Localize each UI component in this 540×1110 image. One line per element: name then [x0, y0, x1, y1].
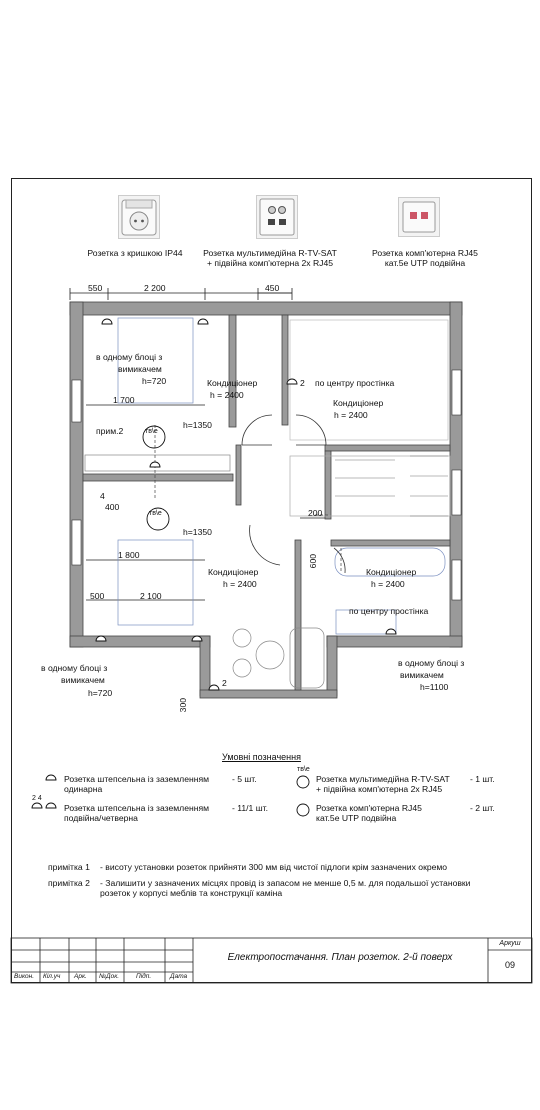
conditioner-label-1: Кондиціонер — [207, 378, 258, 388]
tb-col-1: Викон. — [14, 973, 35, 980]
bed-center-label-1: по центру простінка — [315, 378, 395, 388]
tb-col-2: Кіл.уч — [43, 973, 61, 980]
title-block-title: Електропостачання. План розеток. 2-й поверх — [227, 952, 453, 963]
dim-450: 450 — [265, 283, 280, 293]
note-h1100: h=1100 — [420, 682, 449, 692]
conditioner-h-1: h = 2400 — [210, 390, 244, 400]
h1350-label-1: h=1350 — [183, 420, 212, 430]
note-h720-top: h=720 — [142, 376, 167, 386]
legend-count-4: - 2 шт. — [470, 803, 495, 813]
legend-tv-mark: тв\е — [297, 766, 310, 773]
note-switch-bottom: вимикачем — [61, 675, 105, 685]
tb-col-3: Арк. — [74, 973, 87, 980]
socket-num-balcony: 2 — [222, 678, 227, 688]
tb-col-6: Дата — [170, 973, 188, 980]
conditioner-h-3: h = 2400 — [223, 579, 257, 589]
bed-center-label-2: по центру простінка — [349, 606, 429, 616]
socket-num-bed-top: 2 — [300, 378, 305, 388]
legend-text-2: Розетка штепсельна із заземленням подвійна/четверна — [64, 803, 210, 824]
dim-200: 200 — [308, 508, 323, 518]
tb-col-5: Підп. — [136, 973, 152, 980]
prim2-label: прим.2 — [96, 426, 124, 436]
legend-count-1: - 5 шт. — [232, 774, 257, 784]
dim-400: 400 — [105, 502, 120, 512]
note-switch-right: вимикачем — [400, 670, 444, 680]
legend-count-2: - 11/1 шт. — [232, 803, 268, 813]
socket-num-4: 4 — [100, 491, 105, 501]
conditioner-label-3: Кондиціонер — [208, 567, 259, 577]
dim-1700: 1 700 — [113, 395, 135, 405]
conditioner-h-4: h = 2400 — [371, 579, 405, 589]
product-label-2: Розетка мультимедійна R-TV-SAT + підвійна комп'ютерна 2x RJ45 — [203, 248, 337, 269]
sheet-number: 09 — [504, 960, 515, 970]
dim-2200: 2 200 — [144, 283, 166, 293]
sheet-label: Аркуш — [499, 940, 521, 947]
dim-300: 300 — [178, 697, 189, 713]
note-block-bottom: в одному блоці з — [41, 663, 108, 673]
note-block-top: в одному блоці з — [96, 352, 163, 362]
note-block-right: в одному блоці з — [398, 658, 465, 668]
product-label-3: Розетка комп'ютерна RJ45 кат.5е UTP подвійна — [372, 248, 478, 269]
h1350-label-2: h=1350 — [183, 527, 212, 537]
dim-600: 600 — [308, 553, 319, 569]
note-2-label: примітка 2 — [48, 878, 90, 888]
legend-title: Умовні позначення — [222, 752, 301, 762]
tv-mark-2: тв\е — [149, 510, 162, 517]
dim-550: 550 — [88, 283, 103, 293]
note-2-text: - Залишити у зазначених місцях провід із запасом не менше 0,5 м. для подальшої установки розеток у корпусі меблів та конструкції каміна — [100, 878, 471, 899]
dim-1800: 1 800 — [118, 550, 140, 560]
conditioner-label-4: Кондиціонер — [366, 567, 417, 577]
conditioner-label-2: Кондиціонер — [333, 398, 384, 408]
tv-mark-1: тв\е — [145, 428, 158, 435]
legend-count-3: - 1 шт. — [470, 774, 495, 784]
note-1-text: - висоту установки розеток прийняти 300 мм від чистої підлоги крім зазначених окремо — [100, 862, 448, 872]
legend-text-3: Розетка мультимедійна R-TV-SAT + підвійна комп'ютерна 2x RJ45 — [316, 774, 450, 795]
dim-2100: 2 100 — [140, 591, 162, 601]
note-switch-top: вимикачем — [118, 364, 162, 374]
tb-col-4: №Док. — [99, 973, 120, 980]
note-h720-bottom: h=720 — [88, 688, 113, 698]
legend-text-4: Розетка комп'ютерна RJ45 кат.5е UTP подвійна — [316, 803, 422, 824]
legend-marks: 2 4 — [32, 795, 42, 802]
conditioner-h-2: h = 2400 — [334, 410, 368, 420]
note-1-label: примітка 1 — [48, 862, 90, 872]
dim-500: 500 — [90, 591, 105, 601]
product-label-1: Розетка з кришкою IP44 — [87, 248, 183, 258]
legend-text-1: Розетка штепсельна із заземленням одинарна — [64, 774, 210, 795]
